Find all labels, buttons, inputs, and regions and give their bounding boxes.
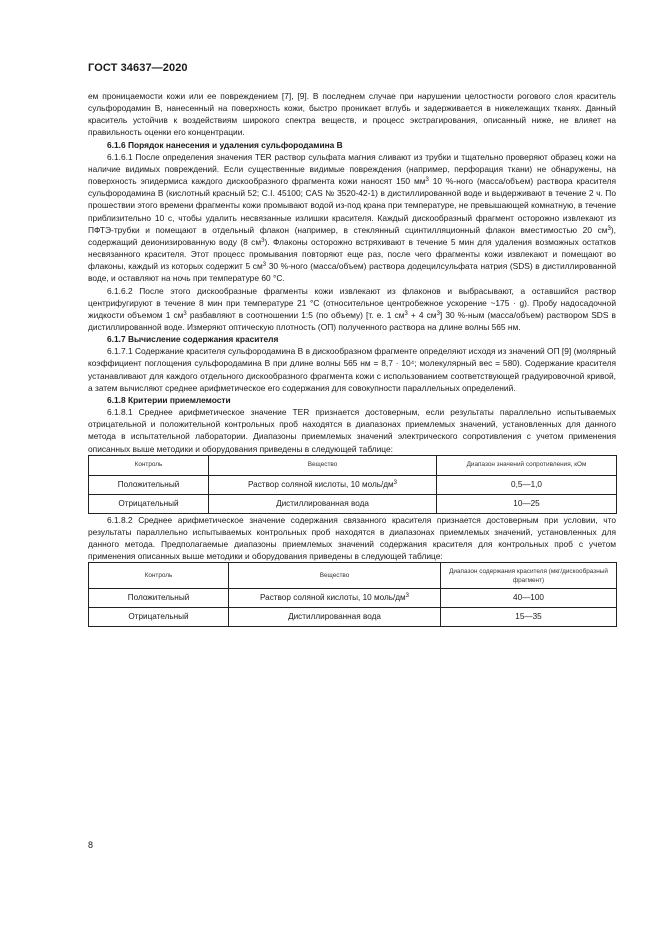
dye-content-range-table — [88, 562, 617, 627]
text-segment: 6.1.6.1 После определения значения TER раствор сульфата магния сливают из трубки и тщательно проверяют образец кожи на наличие видимых повреждений. Если существенные видимые повреждения (например, перфорация ткани) не обнаружены, на поверхность эпидермиса каждого дискообразного фрагмента кожи наносят 150 мм — [88, 151, 616, 187]
table-cell: Дистиллированная вода — [209, 494, 437, 513]
column-header: Диапазон содержания красителя (мкг/дискообразный фрагмент) — [441, 563, 617, 589]
text-segment: 30 %-ного (масса/объем) раствора додецилсульфата натрия (SDS) в дистиллированной воде, и оставляют на ночь при температуре 60 °C. — [88, 261, 617, 284]
table-cell: 0,5—1,0 — [437, 475, 617, 494]
text-segment: + 4 см — [407, 309, 437, 320]
superscript: 3 — [425, 177, 429, 184]
paragraph-6-1-6-2 — [88, 285, 616, 334]
table-cell: 40—100 — [441, 589, 617, 608]
page-content — [88, 90, 616, 627]
column-header: Вещество — [209, 455, 437, 475]
table-header-row — [89, 455, 617, 475]
table-cell: Отрицательный — [89, 608, 229, 627]
text-segment: 6.1.6.2 После этого дискообразные фрагменты кожи извлекают из флаконов и выбрасывают, а оставшийся раствор центрифугируют в течение 8 мин при температуре 21 °C (относительное центробежное ускорение ~175 · g). Пробу надосадочной жидкости объемом 1 см — [88, 285, 616, 320]
paragraph-6-1-7-1: 6.1.7.1 Содержание красителя сульфородамина B в дискообразном фрагменте определяют исходя из значений ОП [9] (молярный коэффициент поглощения сульфородамина B при длине волны 565 нм = 8,7 · 10⁴; молекулярный вес = 580). Содержание красителя устанавливают для каждого отдельного дискообразного фрагмента кожи с использованием соответствующей градуировочной кривой, а затем вычисляют среднее арифметическое его содержания для совокупности параллельных определений. — [88, 346, 616, 393]
superscript: 3 — [183, 310, 187, 317]
table-cell: Положительный — [89, 475, 209, 494]
cell-text: Раствор соляной кислоты, 10 моль/дм — [259, 593, 406, 603]
paragraph-6-1-6-1 — [88, 151, 616, 285]
superscript: 3 — [262, 262, 267, 269]
table-row — [89, 608, 617, 627]
table-cell: Дистиллированная вода — [229, 608, 441, 627]
column-header: Диапазон значений сопротивления, кОм — [437, 455, 617, 475]
table-cell: 10—25 — [437, 494, 617, 513]
table-row — [89, 494, 617, 513]
paragraph-intro: ем проницаемости кожи или ее повреждением [7], [9]. В последнем случае при нарушении целостности рогового слоя краситель сульфородамин B, нанесенный на поверхность кожи, быстро проникает вглубь и задерживается в нижележащих тканях. Данный краситель устойчив к воздействиям широкого спектра веществ, и процесс экстрагирования, описанный ниже, не влияет на правильность оценки его концентрации. — [88, 91, 616, 138]
table-cell — [229, 589, 441, 608]
heading-6-1-7: 6.1.7 Вычисление содержания красителя — [107, 334, 279, 345]
heading-6-1-6: 6.1.6 Порядок нанесения и удаления сульфородамина B — [107, 139, 343, 150]
table-header-row — [89, 563, 617, 589]
superscript: 3 — [405, 593, 410, 600]
superscript: 3 — [607, 225, 611, 232]
text-segment: ] 30 %-ным (масса/объем) раствором SDS в дистиллированной воде. Измеряют оптическую плотность (ОП) полученного раствора на длине волны 565 нм. — [88, 309, 616, 332]
column-header: Контроль — [89, 563, 229, 589]
resistance-range-table — [88, 455, 617, 514]
superscript: 3 — [393, 479, 398, 486]
superscript: 3 — [261, 237, 265, 244]
text-segment: ), содержащий деионизированную воду (8 см — [88, 224, 616, 247]
superscript: 3 — [404, 310, 408, 317]
page-number: 8 — [88, 840, 94, 850]
text-segment: ). Флаконы осторожно встряхивают в течение 5 мин для удаления возможных остатков несвязанного красителя. Этот процесс промывания повторяют еще раз, после чего фрагменты кожи извлекают и помещают во флаконы, каждый из которых содержит 5 см — [88, 236, 616, 272]
column-header: Вещество — [229, 563, 441, 589]
heading-6-1-8: 6.1.8 Критерии приемлемости — [107, 394, 231, 405]
table-cell: Положительный — [89, 589, 229, 608]
table-row — [89, 475, 617, 494]
cell-text: Раствор соляной кислоты, 10 моль/дм — [247, 479, 394, 489]
table-cell — [209, 475, 437, 494]
table-row — [89, 589, 617, 608]
text-segment: 10 %-ного (масса/объем) раствора красителя сульфородамина B (кислотный красный 52; C.I. 45100; CAS № 3520-42-1) в дистиллированной воде и выдерживают в течение 2 ч. По прошествии этого времени фрагменты кожи промывают водой из-под крана при температуре, не превышающей комнатную, в течение приблизительно 10 с, чтобы удалить несвязанные излишки красителя. Каждый дискообразный фрагмент осторожно извлекают из ПФТЭ-трубки и помещают в отдельный флакон (например, в стеклянный сцинтилляционный флакон вместимостью 20 см — [88, 176, 617, 235]
paragraph-6-1-8-1: 6.1.8.1 Среднее арифметическое значение TER признается достоверным, если результаты параллельно испытываемых отрицательной и положительной контрольных проб находятся в диапазонах приемлемых значений, установленных для данного метода в испытательной лаборатории. Диапазоны приемлемых значений электрического сопротивления с учетом применения описанных выше методики и оборудования приведены в следующей таблице: — [88, 407, 616, 454]
column-header: Контроль — [89, 455, 209, 475]
paragraph-6-1-8-2: 6.1.8.2 Среднее арифметическое значение содержания связанного красителя признается достоверным при условии, что результаты параллельно испытываемых контрольных проб находятся в диапазонах приемлемых значений, установленных для данного метода. Предполагаемые диапазоны приемлемых значений содержания красителя для контрольных проб с учетом применения описанных выше методики и оборудования приведены в следующей таблице: — [88, 514, 616, 562]
document-code: ГОСТ 34637—2020 — [88, 62, 188, 74]
superscript: 3 — [436, 310, 440, 317]
table-cell: 15—35 — [441, 608, 617, 627]
text-segment: разбавляют в соотношении 1:5 (по объему) [т. е. 1 см — [186, 309, 405, 320]
table-cell: Отрицательный — [89, 494, 209, 513]
